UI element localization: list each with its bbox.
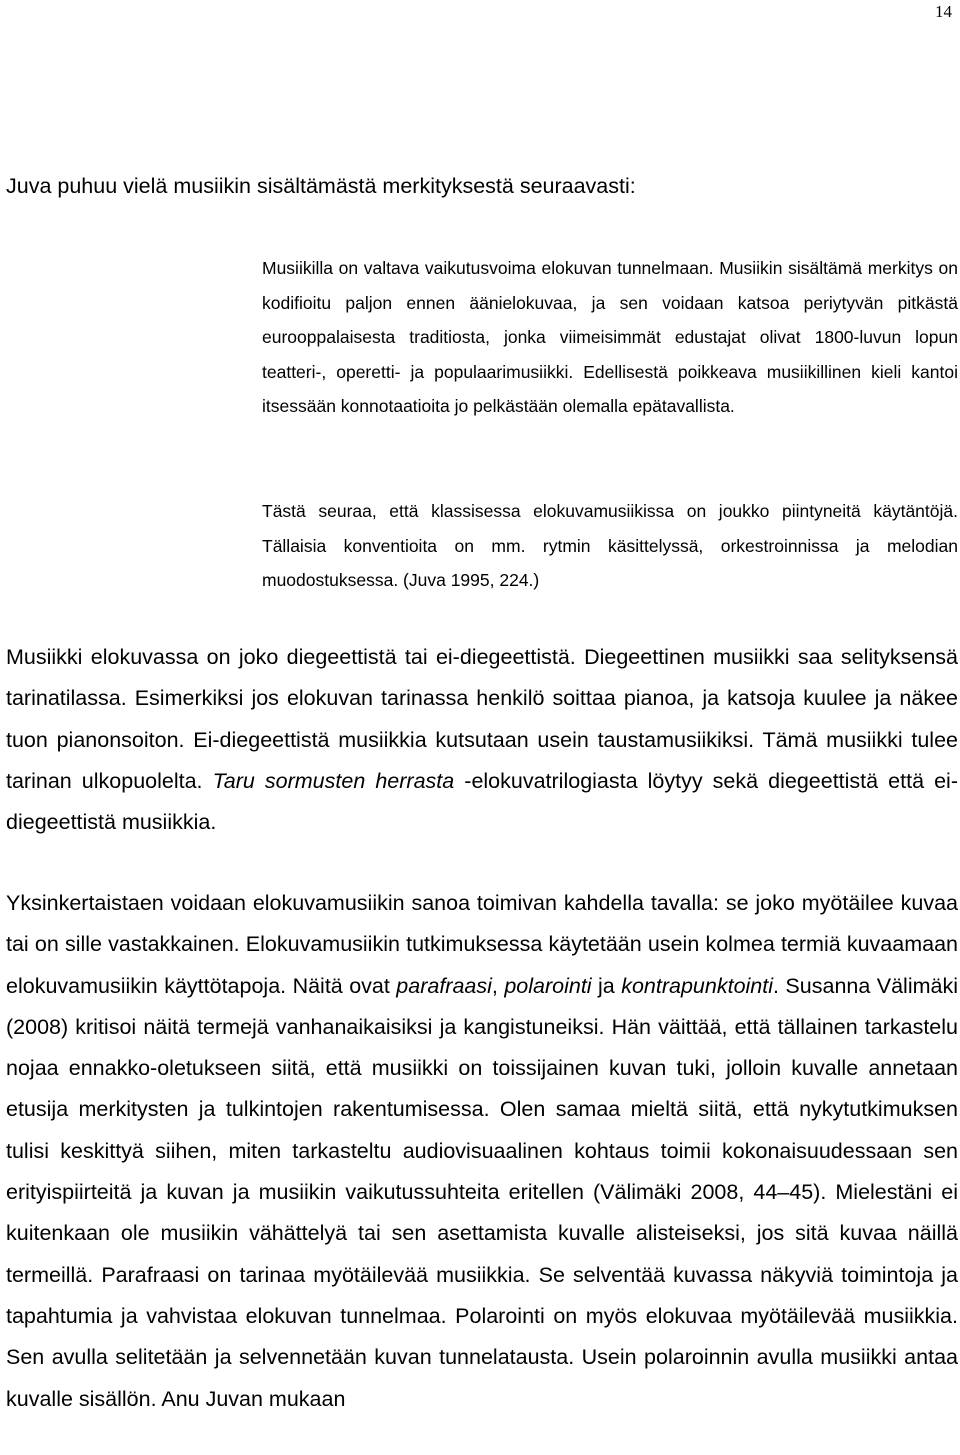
term-kontrapunktointi: kontrapunktointi <box>621 973 774 998</box>
intro-sentence: Juva puhuu vielä musiikin sisältämästä merkityksestä seuraavasti: <box>6 174 636 198</box>
separator-comma: , <box>491 973 505 998</box>
film-title: Taru sormusten herrasta <box>212 768 455 793</box>
block-quote-paragraph-1: Musiikilla on valtava vaikutusvoima elokuvan tunnelmaan. Musiikin sisältämä merkitys on kodifioitu paljon ennen äänielokuvaa, ja sen voidaan katsoa periytyvän pitkästä eurooppalaisesta traditiosta, jonka viimeisimmät edustajat olivat 1800-luvun lopun teatteri-, operetti- ja populaarimusiikki. Edellisestä poikkeava musiikillinen kieli kantoi itsessään konnotaatioita jo pelkästään olemalla epätavallista. <box>262 258 958 416</box>
term-parafraasi: parafraasi <box>396 973 492 998</box>
page-number: 14 <box>935 2 952 21</box>
separator-ja: ja <box>591 973 622 998</box>
body-paragraph-1-text-a: Musiikki elokuvassa on joko diegeettistä tai ei-diegeettistä. Diegeettinen musiikki saa selityksensä tarinatilassa. Esimerkiksi jos elokuvan tarinassa henkilö soittaa pianoa, ja katsoja kuulee ja näkee tuon pianonsoiton. Ei-diegeettistä musiikkia kutsutaan usein taustamusiikiksi. Tämä musiikki tulee tarinan ulkopuolelta. <box>6 645 958 793</box>
body-paragraph-1-text-b: -elokuvatrilogiasta löytyy sekä diegeettistä että ei-diegeettistä musiikkia. <box>6 768 958 835</box>
body-paragraph-2-text-a: Yksinkertaistaen voidaan elokuvamusiikin sanoa toimivan kahdella tavalla: se joko myötäilee kuvaa tai on sille vastakkainen. Elokuvamusiikin tutkimuksessa käytetään usein kolmea termiä kuvaamaan elokuvamusiikin käyttötapoja. Näitä ovat <box>6 891 958 998</box>
block-quote-paragraph-2: Tästä seuraa, että klassisessa elokuvamusiikissa on joukko piintyneitä käytäntöjä. Tällaisia konventioita on mm. rytmin käsittelyssä, orkestroinnissa ja melodian muodostuksessa. (Juva 1995, 224.) <box>262 501 958 590</box>
body-paragraph-2-text-b: . Susanna Välimäki (2008) kritisoi näitä termejä vanhanaikaisiksi ja kangistuneiksi. Hän väittää, että tällainen tarkastelu nojaa ennakko-oletukseen siitä, että musiikki on toissijainen kuvan tuki, jolloin kuvalle annetaan etusija merkitysten ja tulkintojen rakentumisessa. Olen samaa mieltä siitä, että nykytutkimuksen tulisi keskittyä siihen, miten tarkasteltu audiovisuaalinen kohtaus toimii kokonaisuudessaan sen erityispiirteitä ja kuvan ja musiikin vaikutussuhteita eritellen (Välimäki 2008, 44–45). Mielestäni ei kuitenkaan ole musiikin vähättelyä tai sen asettamista kuvalle alisteiseksi, jos sitä kuvaa näillä termeillä. Parafraasi on tarinaa myötäilevää musiikkia. Se selventää kuvassa näkyviä toimintoja ja tapahtumia ja vahvistaa elokuvan tunnelmaa. Polarointi on myös elokuvaa myötäilevää musiikkia. Sen avulla selitetään ja selvennetään kuvan tunnelatausta. Usein polaroinnin avulla musiikki antaa kuvalle sisällön. Anu Juvan mukaan <box>6 973 959 1411</box>
term-polarointi: polarointi <box>504 973 592 998</box>
body-paragraph-1 <box>6 637 958 843</box>
body-paragraph-2 <box>6 883 958 1420</box>
